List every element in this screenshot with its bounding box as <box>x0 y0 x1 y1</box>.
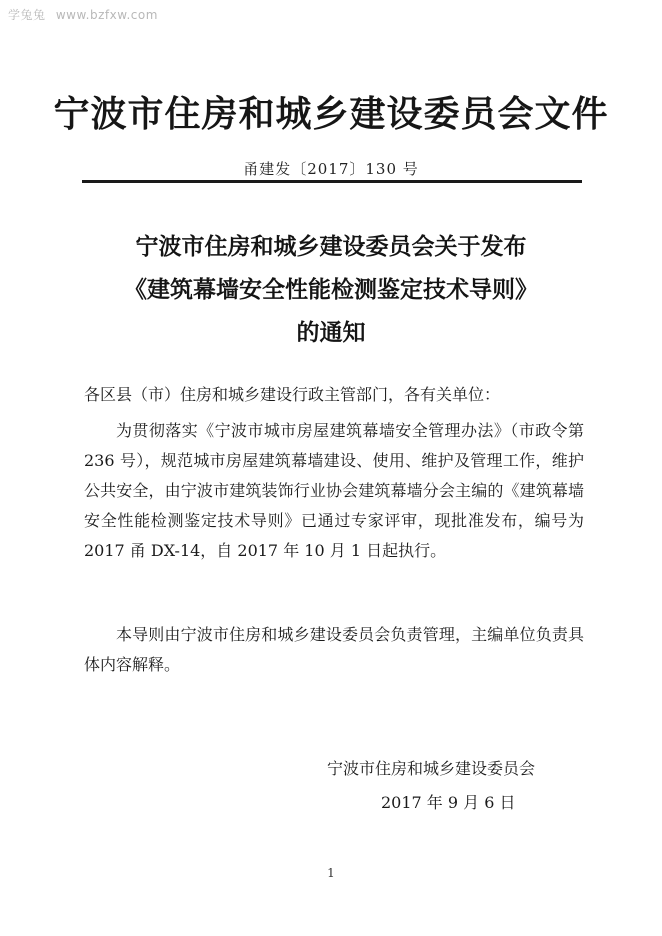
page-number: 1 <box>327 866 335 880</box>
body-paragraph-1: 为贯彻落实《宁波市城市房屋建筑幕墙安全管理办法》（市政令第 236 号），规范城市房屋建筑幕墙建设、使用、维护及管理工作，维护公共安全，由宁波市建筑装饰行业协会建筑幕墙分会主编的《建筑幕墙安全性能检测鉴定技术导则》已通过专家评审，现批准发布，编号为 2017 甬 DX-14，自 2017 年 10 月 1 日起执行。 <box>84 421 584 560</box>
body-paragraph-2: 本导则由宁波市住房和城乡建设委员会负责管理，主编单位负责具体内容解释。 <box>84 625 584 674</box>
document-number: 甬建发〔2017〕130 号 <box>243 160 419 178</box>
signature-organization: 宁波市住房和城乡建设委员会 <box>327 759 536 778</box>
watermark-brand: 学兔兔 <box>8 8 46 22</box>
watermark-url: www.bzfxw.com <box>55 8 158 22</box>
notice-title-line-2: 《建筑幕墙安全性能检测鉴定技术导则》 <box>124 276 538 303</box>
notice-title-line-3: 的通知 <box>296 319 366 346</box>
header-divider <box>82 180 582 183</box>
document-issuer-header: 宁波市住房和城乡建设委员会文件 <box>53 93 609 135</box>
signature-date: 2017 年 9 月 6 日 <box>381 793 516 812</box>
notice-title-line-1: 宁波市住房和城乡建设委员会关于发布 <box>135 233 527 260</box>
addressee: 各区县（市）住房和城乡建设行政主管部门，各有关单位： <box>84 385 501 404</box>
watermark <box>8 6 164 23</box>
